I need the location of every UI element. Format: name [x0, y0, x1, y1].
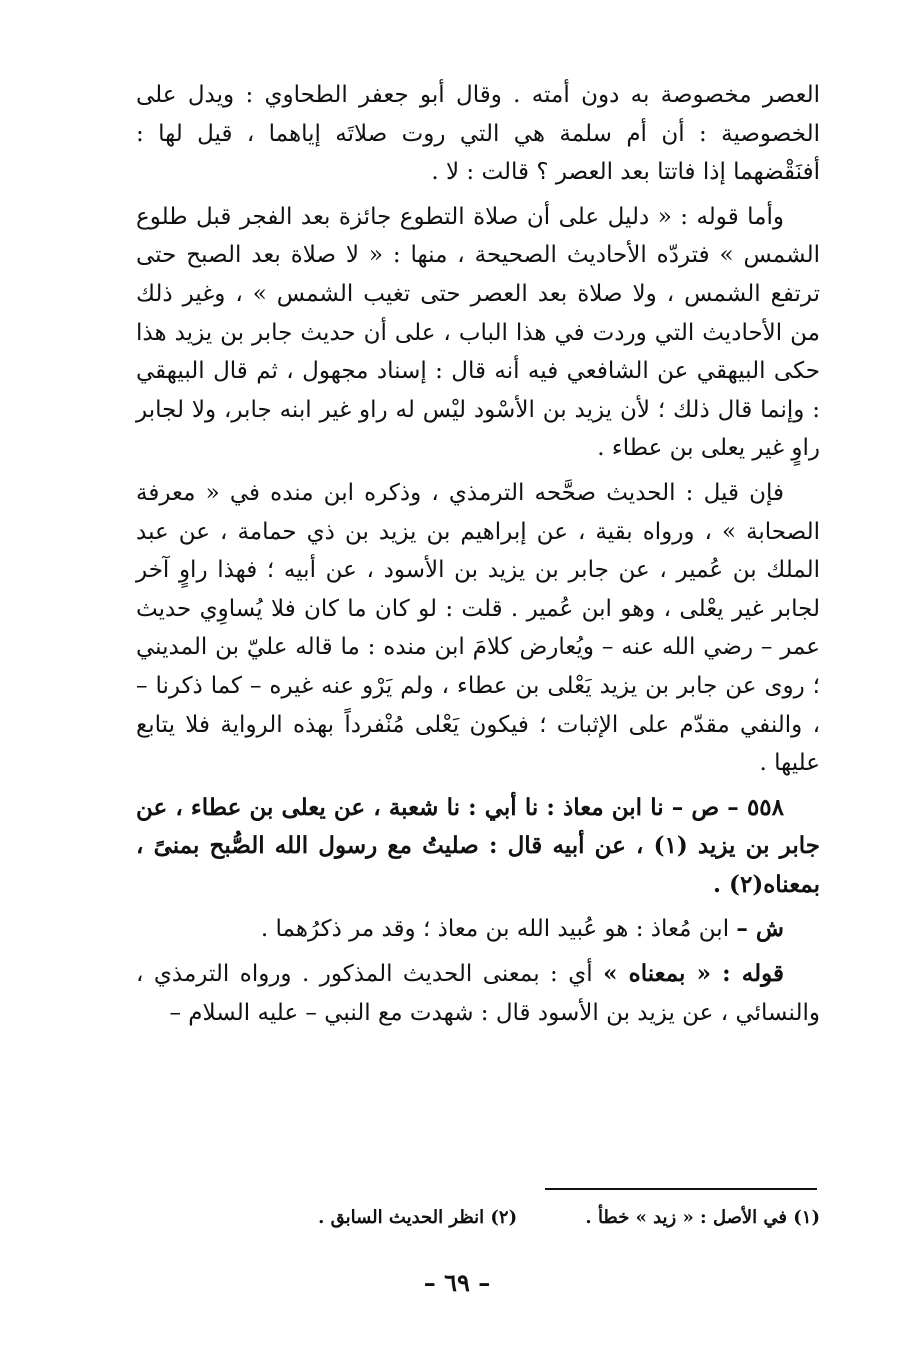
qawluh-lead: قوله : « بمعناه »	[603, 960, 784, 988]
qawluh-text: أي : بمعنى الحديث المذكور . ورواه الترمذي ، والنسائي ، عن يزيد بن الأسود قال : شهدت مع النبي – عليه السلام –	[136, 961, 820, 1026]
paragraph-1: العصر مخصوصة به دون أمته . وقال أبو جعفر الطحاوي : ويدل على الخصوصية : أن أم سلمة هي التي روت صلاتَه إياهما ، قيل لها : أفنَقْضهما إذا فاتتا بعد العصر ؟ قالت : لا .	[136, 82, 820, 186]
footnote-divider	[545, 1188, 817, 1190]
paragraph-3: فإن قيل : الحديث صحَّحه الترمذي ، وذكره ابن منده في « معرفة الصحابة » ، ورواه بقية ، عن إبراهيم بن يزيد بن ذي حمامة ، عن عبد الملك بن عُمير ، عن جابر بن يزيد بن الأسود ، عن أبيه ؛ فهذا راوٍ آخر لجابر غير يعْلى ، وهو ابن عُمير . قلت : لو كان ما كان فلا يُساوِي حديث عمر – رضي الله عنه – ويُعارض كلامَ ابن منده : ما قاله عليّ بن المديني ؛ روى عن جابر بن يزيد يَعْلى بن عطاء ، ولم يَرْو عنه غيره – كما ذكرنا – ، والنفي مقدّم على الإثبات ؛ فيكون يَعْلى مُنْفرداً بهذه الرواية فلا يتابع عليها .	[136, 479, 820, 777]
footnotes	[136, 1205, 820, 1231]
page-number: – ٦٩ –	[423, 1268, 491, 1297]
footnote-2: (٢) انظر الحديث السابق .	[318, 1207, 518, 1228]
paragraph-2: وأما قوله : « دليل على أن صلاة التطوع جائزة بعد الفجر قبل طلوع الشمس » فتردّه الأحاديث الصحيحة ، منها : « لا صلاة بعد الصبح حتى ترتفع الشمس ، ولا صلاة بعد العصر حتى تغيب الشمس » ، وغير ذلك من الأحاديث التي وردت في هذا الباب ، على أن حديث جابر بن يزيد هذا حكى البيهقي عن الشافعي فيه أنه قال : إسناد مجهول ، ثم قال البيهقي : وإنما قال ذلك ؛ لأن يزيد بن الأسْود ليْس له راو غير ابنه جابر، ولا لجابر راوٍ غير يعلى بن عطاء .	[136, 203, 820, 462]
footnote-1: (١) في الأصل : « زيد » خطأ .	[585, 1207, 820, 1228]
hadith-558: ٥٥٨ – ص – نا ابن معاذ : نا أبي : نا شعبة ، عن يعلى بن عطاء ، عن جابر بن يزيد (١) ، عن أبيه قال : صليتُ مع رسول الله الصُّبح بمنىً ، بمعناه(٢) .	[136, 793, 820, 898]
commentary-marker: ش –	[736, 915, 784, 943]
main-text	[136, 76, 820, 1038]
paragraph-qawluh	[136, 955, 820, 1032]
commentary-text: ابن مُعاذ : هو عُبيد الله بن معاذ ؛ وقد مر ذكرُهما .	[260, 916, 737, 943]
paragraph-commentary	[136, 910, 820, 949]
